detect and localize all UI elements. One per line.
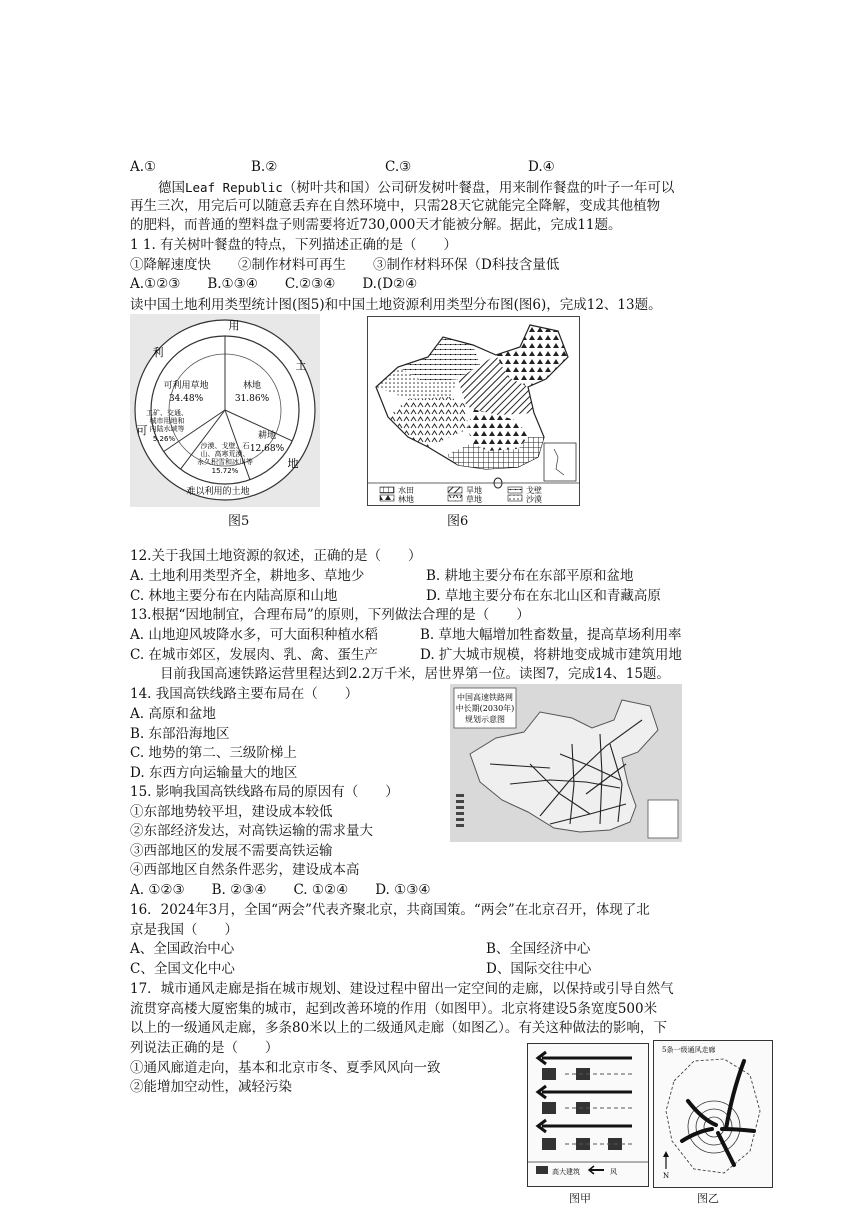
passage-line-2: 再生三次，用完后可以随意丢弃在自然环境中，只需28天它就能完全降解，变成其他植物 xyxy=(130,198,661,214)
q17-line-1: 17．城市通风走廊是指在城市规划、建设过程中留出一定空间的走廊，以保持或引导自然气 xyxy=(130,981,674,997)
q12-option-d: D. 草地主要分布在东北山区和青藏高原 xyxy=(426,588,661,604)
legend-building: 高大建筑 xyxy=(552,1168,580,1176)
rail-map-title-1: 中国高速铁路网 xyxy=(457,693,513,702)
intro-12-13: 读中国土地利用类型统计图(图5)和中国土地资源利用类型分布图(图6)，完成12、13题。 xyxy=(130,297,662,313)
figure-6-land-resource-map xyxy=(367,316,580,506)
intro-14-15: 目前我国高速铁路运营里程达到2.2万千米，居世界第一位。读图7，完成14、15题。 xyxy=(160,666,670,682)
q17-item-1: ①通风廊道走向，基本和北京市冬、夏季风风向一致 xyxy=(130,1060,441,1076)
q15-item-1: ①东部地势较平坦，建设成本较低 xyxy=(130,804,333,820)
slice-label-desert-3: 永久积雪和冰川等 xyxy=(197,458,253,466)
passage-text: 德国 xyxy=(158,180,185,196)
figure-jia-caption: 图甲 xyxy=(569,1192,591,1205)
figure-jia-ventilation-diagram xyxy=(527,1043,649,1187)
figure-5-caption: 图5 xyxy=(228,514,250,529)
q16-option-d: D、国际交往中心 xyxy=(486,961,592,977)
q16-option-b: B、全国经济中心 xyxy=(486,941,591,957)
legend-gobi: 戈壁 xyxy=(526,486,542,495)
q10-option-c: C.③ xyxy=(385,159,412,175)
q13-option-b: B. 草地大幅增加牲畜数量，提高草场利用率 xyxy=(420,627,682,643)
q13-stem: 13.根据“因地制宜，合理布局”的原则，下列做法合理的是（ ） xyxy=(130,607,530,623)
passage-line-3: 的肥料，而普通的塑料盘子则需要将近730,000天才能被分解。据此，完成11题。 xyxy=(130,217,622,233)
rail-map-title-3: 规划示意图 xyxy=(465,715,505,724)
figure-7-rail-map xyxy=(450,684,682,842)
q11-items: ①降解速度快 ②制作材料可再生 ③制作材料环保（D科技含量低 xyxy=(130,257,560,273)
q17-item-2: ②能增加空动性，减轻污染 xyxy=(130,1079,292,1095)
slice-value-desert: 15.72% xyxy=(211,467,239,475)
legend-dryland: 旱地 xyxy=(466,486,482,495)
slice-label-urban-1: 工矿、交通、 xyxy=(146,409,188,417)
q14-option-c: C. 地势的第二、三级阶梯上 xyxy=(130,745,297,761)
q17-line-4: 列说法正确的是（ ） xyxy=(130,1040,279,1056)
legend-paddy: 水田 xyxy=(398,486,414,495)
ring-char-tu: 土 xyxy=(295,359,307,372)
slice-value-urban: 5.26% xyxy=(152,435,176,443)
q15-item-2: ②东部经济发达，对高铁运输的需求量大 xyxy=(130,823,373,839)
q16-option-a: A、全国政治中心 xyxy=(130,941,235,957)
q12-option-b: B. 耕地主要分布在东部平原和盆地 xyxy=(426,568,634,584)
q15-item-3: ③西部地区的发展不需要高铁运输 xyxy=(130,843,333,859)
q14-option-d: D. 东西方向运输量大的地区 xyxy=(130,765,298,781)
q10-option-a: A.① xyxy=(130,159,157,175)
q13-option-c: C. 在城市郊区，发展肉、乳、禽、蛋生产 xyxy=(130,647,378,663)
slice-label-desert-2: 山、高寒荒漠、 xyxy=(200,450,250,458)
q17-line-3: 以上的一级通风走廊，多条80米以上的二级通风走廊（如图乙）。有关这种做法的影响，下 xyxy=(130,1020,667,1036)
q16-line-2: 京是我国（ ） xyxy=(130,922,238,938)
brand-name: Leaf Republic xyxy=(185,180,283,195)
q12-stem: 12.关于我国土地资源的叙述，正确的是（ ） xyxy=(130,548,422,564)
slice-value-grassland: 34.48% xyxy=(168,394,204,404)
ring-bottom-label: 难以利用的土地 xyxy=(186,487,250,497)
passage-line-1 xyxy=(158,178,674,198)
slice-label-grassland: 可利用草地 xyxy=(163,381,209,391)
legend-wind: 风 xyxy=(610,1168,617,1176)
slice-label-forest: 林地 xyxy=(242,381,262,391)
q10-option-d: D.④ xyxy=(528,159,555,175)
passage-text: （树叶共和国）公司研发树叶餐盘，用来制作餐盘的叶子一年可以 xyxy=(282,180,675,196)
q16-line-1: 16．2024年3月，全国“两会”代表齐聚北京，共商国策。“两会”在北京召开，体现了北 xyxy=(130,902,650,918)
figure-yi-beijing-corridors xyxy=(653,1040,773,1188)
q14-stem: 14. 我国高铁线路主要布局在（ ） xyxy=(130,686,359,702)
q10-options xyxy=(130,158,730,177)
slice-label-desert-1: 沙漠、戈壁、石 xyxy=(200,442,250,450)
legend-desert: 沙漠 xyxy=(526,495,542,504)
q13-option-a: A. 山地迎风坡降水多，可大面积种植水稻 xyxy=(130,627,378,643)
ring-char-ke: 可 xyxy=(136,424,148,437)
q15-stem: 15. 影响我国高铁线路布局的原因有（ ） xyxy=(130,784,399,800)
q14-option-b: B. 东部沿海地区 xyxy=(130,726,230,742)
q16-option-c: C、全国文化中心 xyxy=(130,961,235,977)
legend-grassland: 草地 xyxy=(466,495,482,504)
q15-item-4: ④西部地区自然条件恶劣，建设成本高 xyxy=(130,862,360,878)
legend-forest: 林地 xyxy=(398,495,414,504)
q12-option-c: C. 林地主要分布在内陆高原和山地 xyxy=(130,588,338,604)
north-arrow-label: N xyxy=(663,1172,670,1180)
slice-label-urban-3: 内陆水域等 xyxy=(149,425,185,433)
figure-5-land-use-pie xyxy=(130,314,320,507)
q15-options: A. ①②③ B. ②③④ C. ①②④ D. ①③④ xyxy=(130,882,431,898)
q13-option-d: D. 扩大城市规模，将耕地变成城市建筑用地 xyxy=(420,647,682,663)
figure-6-caption: 图6 xyxy=(447,514,469,529)
q11-stem: 1 1. 有关树叶餐盘的特点，下列描述正确的是（ ） xyxy=(130,237,458,253)
ring-char-li: 利 xyxy=(152,346,164,359)
q12-option-a: A. 土地利用类型齐全，耕地多、草地少 xyxy=(130,568,365,584)
slice-value-forest: 31.86% xyxy=(234,394,270,404)
q11-options: A.①②③ B.①③④ C.②③④ D.(D②④ xyxy=(130,276,418,292)
rail-map-title-2: 中长期(2030年) xyxy=(455,704,515,713)
slice-value-cropland: 12.68% xyxy=(249,444,285,454)
fig-yi-title: 5条一级通风走廊 xyxy=(662,1046,716,1054)
q17-line-2: 流贯穿高楼大厦密集的城市，起到改善环境的作用（如图甲）。北京将建设5条宽度500米 xyxy=(130,1001,658,1017)
figure-yi-caption: 图乙 xyxy=(697,1192,719,1205)
q10-option-b: B.② xyxy=(251,159,278,175)
slice-label-cropland: 耕地 xyxy=(257,431,277,441)
slice-label-urban-2: 城市用地和 xyxy=(149,417,185,425)
ring-char-yong: 用 xyxy=(228,319,240,332)
ring-char-di: 地 xyxy=(287,457,299,470)
q14-option-a: A. 高原和盆地 xyxy=(130,706,216,722)
